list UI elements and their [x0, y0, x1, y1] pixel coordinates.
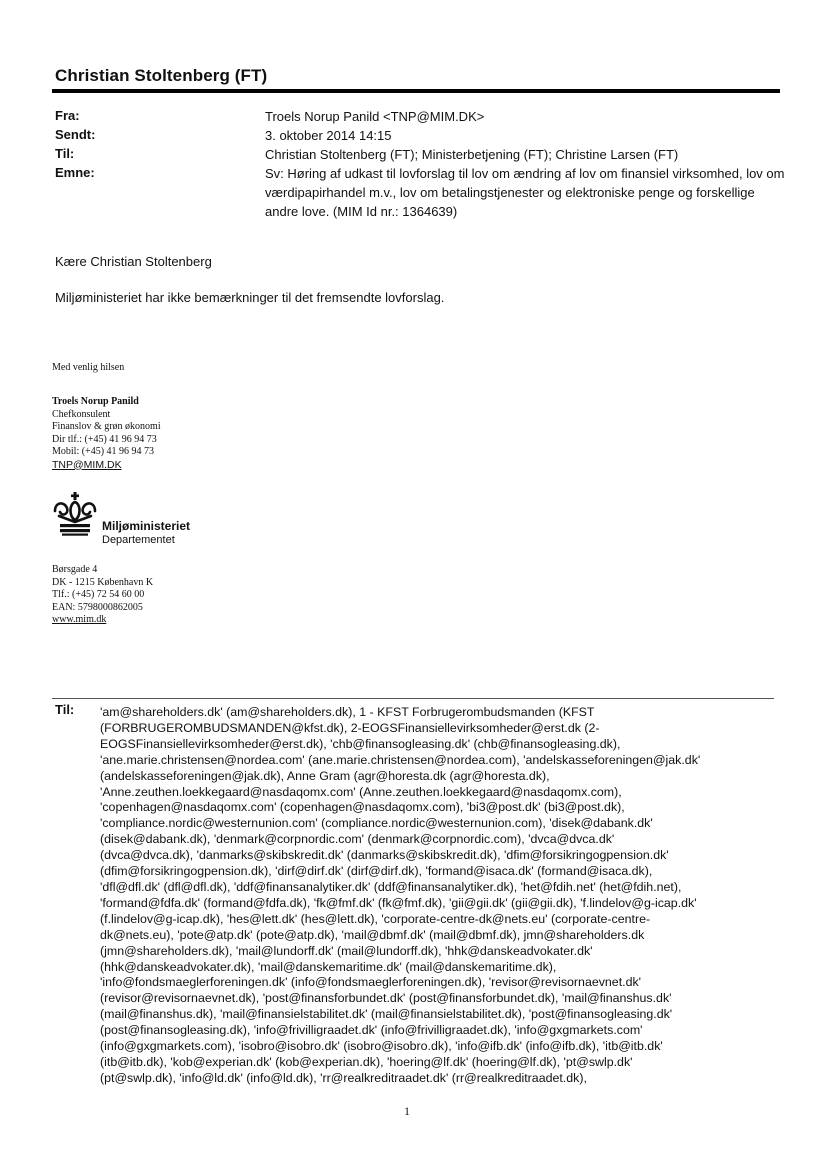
recipients-line: 'compliance.nordic@westernunion.com' (compliance.nordic@westernunion.com), 'disek@dabank.dk' — [100, 816, 653, 831]
org-subtitle: Departementet — [102, 534, 175, 546]
from-value: Troels Norup Panild <TNP@MIM.DK> — [265, 109, 485, 124]
sender-email-link[interactable]: TNP@MIM.DK — [52, 458, 122, 471]
org-ean: EAN: 5798000862005 — [52, 601, 143, 613]
recipients-line: (f.lindelov@g-icap.dk), 'hes@lett.dk' (hes@lett.dk), 'corporate-centre-dk@nets.eu' (corporate-centre- — [100, 911, 651, 926]
recipients-line: (itb@itb.dk), 'kob@experian.dk' (kob@experian.dk), 'hoering@lf.dk' (hoering@lf.dk), 'pt@swlp.dk' — [100, 1054, 633, 1069]
recipients-line: (FORBRUGEROMBUDSMANDEN@kfst.dk), 2-EOGSFinansiellevirksomheder@erst.dk (2- — [100, 720, 600, 735]
recipients-line: 'info@fondsmaeglerforeningen.dk' (info@fondsmaeglerforeningen.dk), 'revisor@revisornaevnet.dk' — [100, 975, 642, 990]
recipients-line: 'copenhagen@nasdaqomx.com' (copenhagen@nasdaqomx.com), 'bi3@post.dk' (bi3@post.dk), — [100, 800, 625, 815]
sent-value: 3. oktober 2014 14:15 — [265, 128, 392, 143]
recipients-line: (jmn@shareholders.dk), 'mail@lundorff.dk' (mail@lundorff.dk), 'hhk@danskeadvokater.dk' — [100, 943, 593, 958]
address-city: DK - 1215 København K — [52, 576, 154, 588]
recipients-line: 'formand@fdfa.dk' (formand@fdfa.dk), 'fk@fmf.dk' (fk@fmf.dk), 'gii@gii.dk' (gii@gii.dk), 'f.lindelov@g-icap.dk' — [100, 895, 697, 910]
recipients-line: dk@nets.eu), 'pote@atp.dk' (pote@atp.dk), 'mail@dbmf.dk' (mail@dbmf.dk), jmn@shareholders.dk — [100, 927, 645, 942]
recipients-line: (pt@swlp.dk), 'info@ld.dk' (info@ld.dk), 'rr@realkreditraadet.dk' (rr@realkreditraadet.dk), — [100, 1070, 587, 1085]
recipients-line: (mail@finanshus.dk), 'mail@finansielstabilitet.dk' (mail@finansielstabilitet.dk), 'post@finansogleasing.dk' — [100, 1007, 673, 1022]
recipients-line: (andelskasseforeningen@jak.dk), Anne Gram (agr@horesta.dk (agr@horesta.dk), — [100, 768, 550, 783]
org-phone: Tlf.: (+45) 72 54 60 00 — [52, 589, 145, 600]
signature-block — [52, 396, 161, 471]
recipients-line: (disek@dabank.dk), 'denmark@corpnordic.com' (denmark@corpnordic.com), 'dvca@dvca.dk' — [100, 832, 615, 847]
recipients-line: 'dfl@dfl.dk' (dfl@dfl.dk), 'ddf@finansanalytiker.dk' (ddf@finansanalytiker.dk), 'het@fdih.net' (het@fdih.net), — [100, 879, 682, 894]
recipients-line: (info@gxgmarkets.com), 'isobro@isobro.dk' (isobro@isobro.dk), 'info@ifb.dk' (info@ifb.dk), 'itb@itb.dk' — [100, 1039, 663, 1054]
recipients-line: (post@finansogleasing.dk), 'info@frivilligraadet.dk' (info@frivilligraadet.dk), 'info@gxgmarkets.com' — [100, 1023, 643, 1038]
recipients-list — [100, 705, 775, 1087]
to-label: Til: — [55, 146, 75, 161]
to-value: Christian Stoltenberg (FT); Ministerbetjening (FT); Christine Larsen (FT) — [265, 147, 679, 162]
page-number: 1 — [404, 1104, 410, 1118]
website-link[interactable]: www.mim.dk — [52, 614, 107, 625]
recipients-line: EOGSFinansiellevirksomheder@erst.dk), 'chb@finansogleasing.dk' (chb@finansogleasing.dk), — [100, 736, 621, 751]
sender-mobile: Mobil: (+45) 41 96 94 73 — [52, 446, 155, 457]
recipients-line: (dfim@forsikringogpension.dk), 'dirf@dirf.dk' (dirf@dirf.dk), 'formand@isaca.dk' (formand@isaca.dk), — [100, 864, 653, 879]
closing: Med venlig hilsen — [52, 362, 125, 373]
recipients-label: Til: — [55, 702, 75, 717]
recipients-line: 'am@shareholders.dk' (am@shareholders.dk), 1 - KFST Forbrugerombudsmanden (KFST — [100, 705, 595, 719]
recipients-divider — [52, 698, 774, 699]
recipients-line: (dvca@dvca.dk), 'danmarks@skibskredit.dk' (danmarks@skibskredit.dk), 'dfim@forsikringogpension.dk' — [100, 848, 669, 863]
message: Miljøministeriet har ikke bemærkninger til det fremsendte lovforslag. — [55, 290, 445, 305]
org-name: Miljøministeriet — [102, 519, 191, 533]
recipients-line: (revisor@revisornaevnet.dk), 'post@finansforbundet.dk' (post@finansforbundet.dk), 'mail@finanshus.dk' — [100, 991, 672, 1006]
sender-department: Finanslov & grøn økonomi — [52, 421, 161, 432]
recipients-line: 'Anne.zeuthen.loekkegaard@nasdaqomx.com' (Anne.zeuthen.loekkegaard@nasdaqomx.com), — [100, 784, 622, 799]
document-title: Christian Stoltenberg (FT) — [55, 66, 268, 85]
subject-value: Sv: Høring af udkast til lovforslag til lov om ændring af lov om finansiel virksomhed, lov om værdipapirhandel m.v., lov om betalingstjenester og elektroniske penge og forskellige andre love. (MIM Id nr.: 1364639) — [265, 166, 785, 219]
address-street: Børsgade 4 — [52, 564, 98, 575]
recipients-line: 'ane.marie.christensen@nordea.com' (ane.marie.christensen@nordea.com), 'andelskasseforeningen@jak.dk' — [100, 752, 701, 767]
from-label: Fra: — [55, 108, 80, 123]
recipients-line: (hhk@danskeadvokater.dk), 'mail@danskemaritime.dk' (mail@danskemaritime.dk), — [100, 959, 557, 974]
header-divider — [52, 89, 780, 93]
sender-name: Troels Norup Panild — [52, 396, 139, 407]
sender-title: Chefkonsulent — [52, 408, 111, 420]
greeting: Kære Christian Stoltenberg — [55, 254, 212, 269]
sender-phone: Dir tlf.: (+45) 41 96 94 73 — [52, 433, 157, 445]
subject-label: Emne: — [55, 165, 95, 180]
sent-label: Sendt: — [55, 127, 96, 142]
address-block — [52, 564, 153, 627]
crown-logo-icon — [50, 490, 100, 538]
